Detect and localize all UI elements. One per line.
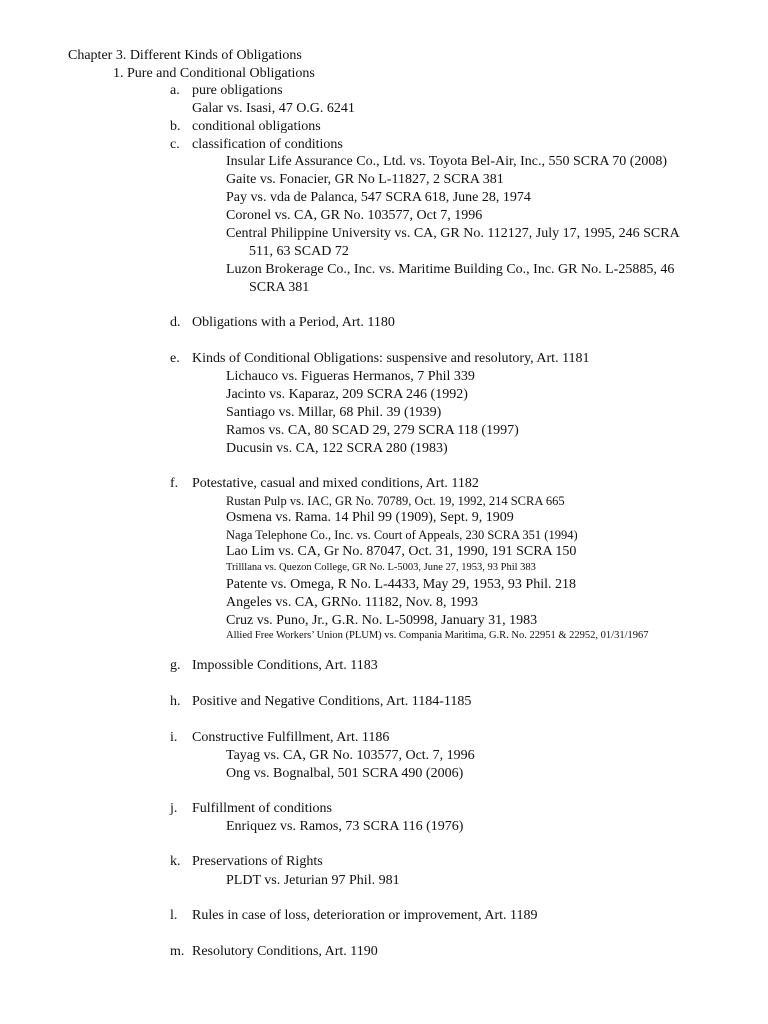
case-citation-continued: SCRA 381 (249, 280, 310, 295)
item-marker-l: l. (170, 908, 178, 923)
case-citation: Jacinto vs. Kaparaz, 209 SCRA 246 (1992) (226, 387, 468, 402)
case-citation: Galar vs. Isasi, 47 O.G. 6241 (192, 101, 355, 116)
case-citation: Naga Telephone Co., Inc. vs. Court of Appeals, 230 SCRA 351 (1994) (226, 528, 578, 542)
chapter-title: Chapter 3. Different Kinds of Obligations (68, 48, 302, 63)
case-citation-continued: 511, 63 SCAD 72 (249, 244, 349, 259)
item-marker-j: j. (170, 801, 178, 816)
case-citation: Patente vs. Omega, R No. L-4433, May 29, 1953, 93 Phil. 218 (226, 577, 576, 592)
case-citation: Ong vs. Bognalbal, 501 SCRA 490 (2006) (226, 766, 464, 781)
case-citation: Cruz vs. Puno, Jr., G.R. No. L-50998, January 31, 1983 (226, 613, 538, 628)
case-citation: PLDT vs. Jeturian 97 Phil. 981 (226, 873, 400, 888)
item-title-m: Resolutory Conditions, Art. 1190 (192, 944, 378, 959)
item-title-g: Impossible Conditions, Art. 1183 (192, 658, 378, 673)
case-citation: Angeles vs. CA, GRNo. 11182, Nov. 8, 1993 (226, 595, 478, 610)
item-title-d: Obligations with a Period, Art. 1180 (192, 315, 395, 330)
item-marker-i: i. (170, 730, 178, 745)
case-citation: Luzon Brokerage Co., Inc. vs. Maritime Building Co., Inc. GR No. L-25885, 46 (226, 262, 675, 277)
item-title-h: Positive and Negative Conditions, Art. 1184-1185 (192, 694, 472, 709)
item-marker-m: m. (170, 944, 185, 959)
case-citation: Pay vs. vda de Palanca, 547 SCRA 618, June 28, 1974 (226, 190, 531, 205)
item-title-k: Preservations of Rights (192, 854, 323, 869)
item-title-j: Fulfillment of conditions (192, 801, 332, 816)
item-marker-f: f. (170, 476, 179, 491)
item-marker-b: b. (170, 119, 181, 134)
case-citation: Allied Free Workers’ Union (PLUM) vs. Compania Maritima, G.R. No. 22951 & 22952, 01/31/1967 (226, 630, 649, 641)
item-title-l: Rules in case of loss, deterioration or improvement, Art. 1189 (192, 908, 538, 923)
item-marker-d: d. (170, 315, 181, 330)
case-citation: Coronel vs. CA, GR No. 103577, Oct 7, 1996 (226, 208, 483, 223)
case-citation: Insular Life Assurance Co., Ltd. vs. Toyota Bel-Air, Inc., 550 SCRA 70 (2008) (226, 154, 668, 169)
item-marker-g: g. (170, 658, 181, 673)
case-citation: Central Philippine University vs. CA, GR No. 112127, July 17, 1995, 246 SCRA (226, 226, 680, 241)
item-marker-c: c. (170, 137, 180, 152)
item-marker-k: k. (170, 854, 181, 869)
item-title-i: Constructive Fulfillment, Art. 1186 (192, 730, 390, 745)
case-citation: Santiago vs. Millar, 68 Phil. 39 (1939) (226, 405, 442, 420)
case-citation: Ducusin vs. CA, 122 SCRA 280 (1983) (226, 441, 448, 456)
case-citation: Lao Lim vs. CA, Gr No. 87047, Oct. 31, 1990, 191 SCRA 150 (226, 544, 577, 559)
case-citation: Enriquez vs. Ramos, 73 SCRA 116 (1976) (226, 819, 464, 834)
item-title-b: conditional obligations (192, 119, 321, 134)
item-title-e: Kinds of Conditional Obligations: suspensive and resolutory, Art. 1181 (192, 351, 590, 366)
item-title-f: Potestative, casual and mixed conditions, Art. 1182 (192, 476, 479, 491)
case-citation: Osmena vs. Rama. 14 Phil 99 (1909), Sept. 9, 1909 (226, 510, 514, 525)
item-marker-a: a. (170, 83, 180, 98)
case-citation: Lichauco vs. Figueras Hermanos, 7 Phil 339 (226, 369, 475, 384)
item-marker-e: e. (170, 351, 180, 366)
case-citation: Gaite vs. Fonacier, GR No L-11827, 2 SCRA 381 (226, 172, 504, 187)
case-citation: Trilllana vs. Quezon College, GR No. L-5003, June 27, 1953, 93 Phil 383 (226, 562, 536, 573)
section-heading: 1. Pure and Conditional Obligations (113, 66, 315, 81)
item-title-c: classification of conditions (192, 137, 343, 152)
item-marker-h: h. (170, 694, 181, 709)
item-title-a: pure obligations (192, 83, 283, 98)
case-citation: Ramos vs. CA, 80 SCAD 29, 279 SCRA 118 (1997) (226, 423, 519, 438)
case-citation: Rustan Pulp vs. IAC, GR No. 70789, Oct. 19, 1992, 214 SCRA 665 (226, 494, 565, 508)
case-citation: Tayag vs. CA, GR No. 103577, Oct. 7, 1996 (226, 748, 475, 763)
